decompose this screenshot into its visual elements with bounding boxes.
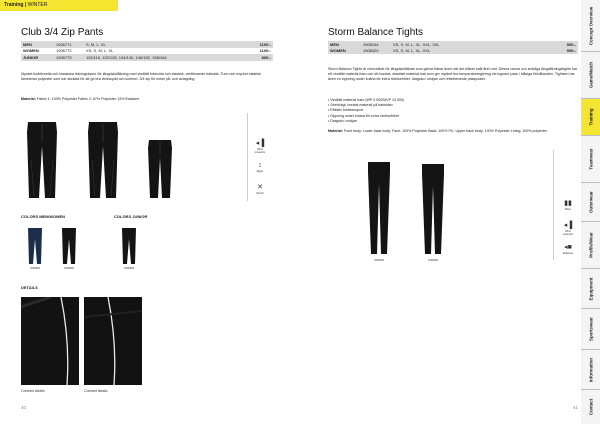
pants-junior-image [147,138,173,200]
wind-protection-icon: ◂▐ Wind protection [562,222,574,236]
group-cell: JUNIOR [23,54,39,60]
list-item: • Öppning under knäna för extra rörelsefrihet [328,113,399,118]
article-cell: 1908320 [363,48,379,54]
article-cell: 1906775 [56,54,72,60]
tab-teamwear[interactable]: Teamwear [581,136,600,183]
table-row [328,48,578,55]
page-number-left: 40 [21,405,27,410]
product-description-right: Storm Balance Tights är utvecklade för längdskidåkare som gärna tränar även när det blåser kallt året runt. Dessa varma och smidiga längdåkningstights har ett vindtätt material fram och ett borstat, elastiskt material bak som ger mycket bra temperaturreglering vid lugnare pass i blåsiga förhållanden. Tightsen har även en öppning under knäna för extra rörelsefrihet, dragsko i midjan och reflekterande passpoaler. [328,67,578,82]
tab-concept-overview[interactable]: Concept Overview [581,0,600,52]
swatch-code: 1999000 [373,259,385,262]
pants-women-image [86,120,120,200]
list-item: • Effektiv fukttransport [328,108,363,113]
tab-equipment[interactable]: Equipment [581,269,600,309]
tab-contact[interactable]: Contact [588,398,593,416]
price-cell: 800:- [261,54,271,60]
material-label: Material: [21,97,36,101]
page-title-right: Storm Balance Tights [328,27,424,38]
subsection-label: WINTER [27,2,48,8]
material-right [328,129,578,134]
stretch-icon: ✕ Stretch [256,184,264,195]
swatch-code: 1906681 [29,267,41,270]
swatch-code: 1906683 [123,267,135,270]
group-cell: WOMEN [330,48,346,54]
section-label: Training [4,2,24,8]
detail-image-2 [84,297,142,385]
page-title-left: Club 3/4 Zip Pants [21,27,104,38]
article-cell: 1906772 [56,48,72,54]
swatch-junior-black [121,227,137,265]
sizes-cell: XS, S, M, L, XL, XXL, 3XL [393,41,440,47]
price-table-left [21,41,273,61]
price-cell: 900:- [566,41,576,47]
swatch-black [61,227,77,265]
section-tag: Training | WINTER [0,0,118,11]
list-item: • Stretchigt, borstat material på baksidan [328,103,393,108]
group-cell: WOMEN [23,48,39,54]
article-cell: 1906771 [56,41,72,47]
table-row [21,54,273,61]
tab-training[interactable]: Training [581,99,600,136]
pants-men-image [25,120,59,200]
divider-line [553,150,554,260]
tights-women-image [421,162,445,256]
wind-protection-icon: ◂▐ Wind protection [254,140,266,154]
detail-image-1 [21,297,79,385]
material-text: Fabric 1: 100% Polyester Fabric 2: 67% Polyester 13% Elastane [36,97,140,101]
list-item: • Dragsko i midjan [328,118,358,123]
tab-information[interactable]: Information [581,350,600,390]
detail-caption: Contrast details [84,389,108,393]
page-number-right: 41 [573,405,579,410]
swatch-navy [27,227,43,265]
divider-line [247,113,248,201]
group-cell: MEN [23,41,32,47]
reflective-icon: ◂■ Reflective [562,244,574,255]
material-left [21,97,273,102]
sizes-cell: 110/116, 122/128, 134/140, 146/152, 158/164 [86,54,167,60]
price-cell: 1100:- [259,41,271,47]
article-cell: 1908164 [363,41,379,47]
material-label: Material: [328,129,343,133]
warm-icon: ▮▮ Warm [564,200,572,211]
tab-sportswear[interactable]: Sportswear [581,309,600,350]
feature-bullets [328,98,578,124]
details-label: DETAILS [21,285,38,290]
list-item: • Vindtätt material fram (WP 0 000/MVP 10 000) [328,98,405,102]
group-cell: MEN [330,41,339,47]
section-sidebar [581,0,600,424]
detail-caption: Contrast details [21,389,45,393]
product-description-left: Mycket funktionella och klassiska träningsbyxor för längdskidåkning med vindtätt framsida och elastisk, ventilerande baksida. Tunn och mycket elastisk laminerad polyester som har stickats för att ge bra vindskydd och komfort. 3/4 zip för enkel på- och avtagning. [21,72,261,82]
price-table-right [328,41,578,54]
zipper-icon: ↕ Zipper [256,162,264,173]
tab-profile-wear[interactable]: Profile/Wear [581,222,600,269]
price-cell: 1100:- [259,48,271,54]
tab-outerwear[interactable]: Outerwear [581,183,600,222]
material-text: Front body: Lower back body: Face: 100% Polyester Back: 100% PU. Upper back body: 100% Polyester Lining: 100% polyester [343,129,548,133]
colors-men-women-label: COLORS MEN/WOMEN [21,214,65,219]
tights-men-image [367,160,391,256]
sizes-cell: XS, S, M, L, XL, XXL [393,48,431,54]
sizes-cell: XS, S, M, L, XL [86,48,114,54]
price-cell: 900:- [566,48,576,54]
swatch-code: 1999000 [427,259,439,262]
swatch-code: 1906682 [63,267,75,270]
colors-junior-label: COLORS JUNIOR [114,214,148,219]
sizes-cell: S, M, L, XL [86,41,106,47]
tab-game-match[interactable]: Game/Match [581,52,600,99]
